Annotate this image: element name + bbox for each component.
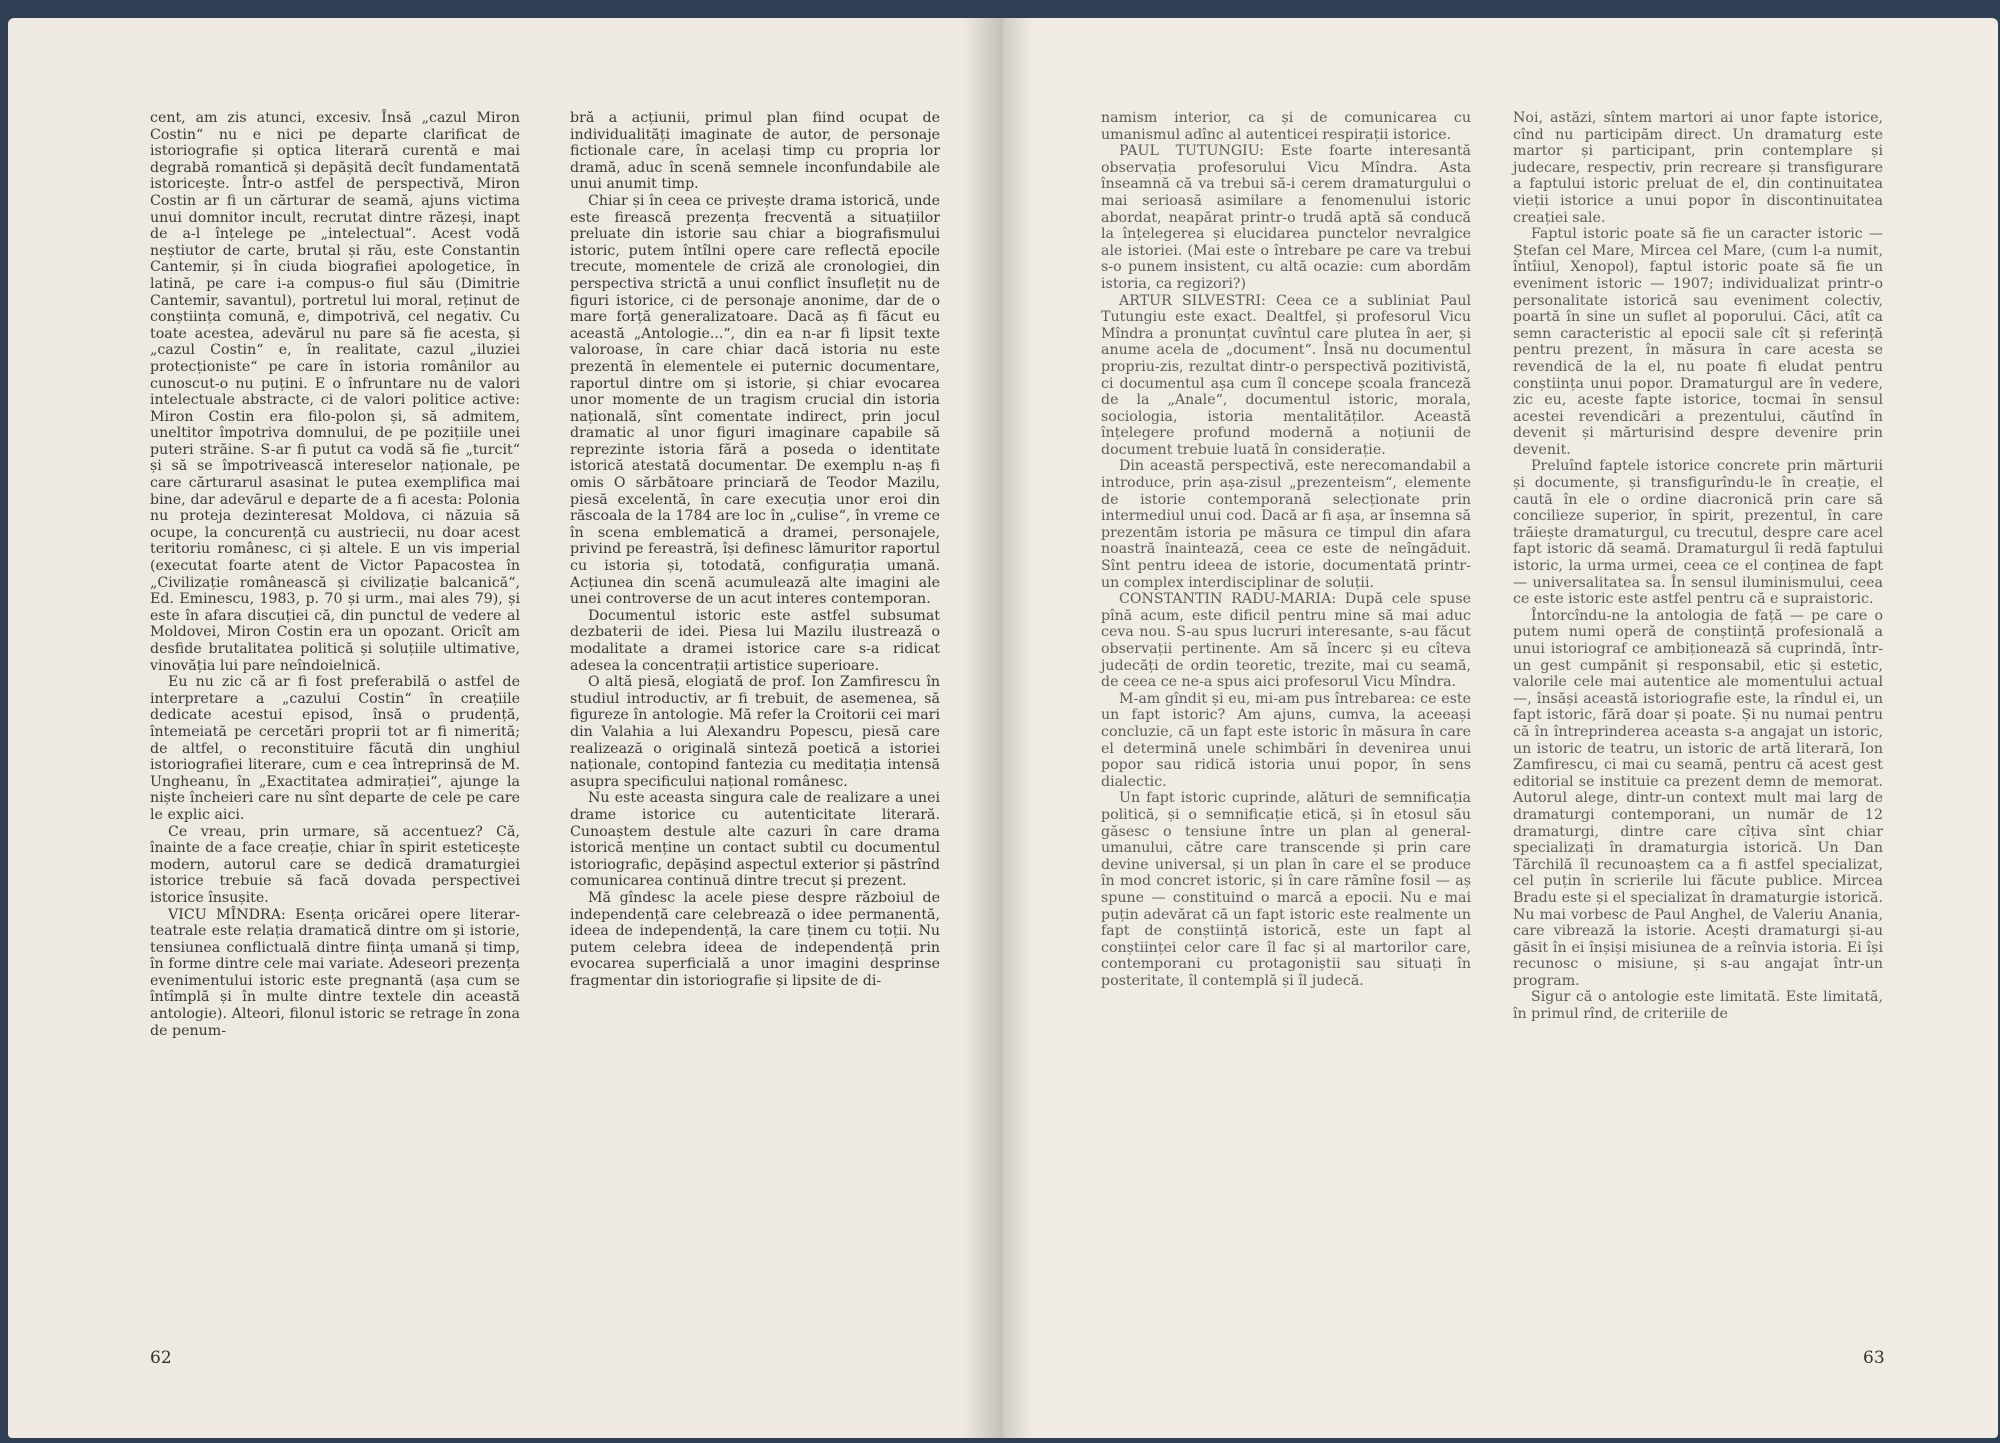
paragraph: Preluînd faptele istorice concrete prin mărturii și documente, și transfigurîndu-le în creație, el caută în ele o ordine diacronică prin care să concilieze superior, în spirit, prezentul, în care trăiește dramaturgul, cu trecutul, despre care acel fapt istoric dă seamă. Dramaturgul îi redă faptului istoric, la urma urmei, ceea ce el conținea de fapt — universalitatea sa. În sensul iluminismului, ceea ce este istoric este astfel pentru că e supraistoric.	[1513, 458, 1883, 608]
left-page-column-2	[570, 110, 940, 989]
paragraph: bră a acțiunii, primul plan fiind ocupat de individualități imaginate de autor, de personaje fictionale care, în același timp cu propria lor dramă, aduc în scenă semnele inconfundabile ale unui anumit timp.	[570, 110, 940, 193]
paragraph: M-am gîndit și eu, mi-am pus întrebarea: ce este un fapt istoric? Am ajuns, cumva, la aceeași concluzie, că un fapt este istoric în măsura în care el determină unele schimbări în devenirea unui popor sau ridică istoria unui popor, în sens dialectic.	[1101, 690, 1471, 790]
paragraph: Întorcîndu-ne la antologia de față — pe care o putem numi operă de conștiință profesională a unui istoriograf ce ambiționează să cuprindă, într-un gest cumpănit și responsabil, etic și estetic, valorile cele mai autentice ale momentului actual —, însăși această istoriografie este, la rîndul ei, un fapt istoric, fără doar și poate. Și nu numai pentru că în întreprinderea aceasta s-a angajat un istoric, un istoric de teatru, un istoric de artă literară, Ion Zamfirescu, ci mai cu seamă, pentru că acest gest editorial se instituie ca prezent demn de memorat. Autorul alege, dintr-un context mult mai larg de dramaturgi contemporani, un număr de 12 dramaturgi, dintre care cîțiva sînt chiar specializați în dramaturgia istorică. Un Dan Tărchilă îl recunoaștem ca a fi astfel specializat, cel puțin în scrierile lui făcute publice. Mircea Bradu este și el specializat în dramaturgie istorică. Nu mai vorbesc de Paul Anghel, de Valeriu Anania, care vibrează la istorie. Acești dramaturgi și-au găsit în ei înșiși misiunea de a reînvia istoria. Ei își recunosc o misiune, și s-au angajat într-un program.	[1513, 607, 1883, 989]
page-number: 63	[1863, 1348, 1885, 1368]
paragraph: PAUL TUTUNGIU: Este foarte interesantă observația profesorului Vicu Mîndra. Asta înseamnă că va trebui să-i cerem dramaturgului o mai serioasă asimilare a fenomenului istoric abordat, neapărat printr-o trudă aptă să conducă la înțelegerea și elucidarea punctelor nevralgice ale istoriei. (Mai este o întrebare pe care va trebui s-o punem insistent, cu altă ocazie: cum abordăm istoria, ca regizori?)	[1101, 143, 1471, 292]
paragraph: O altă piesă, elogiată de prof. Ion Zamfirescu în studiul introductiv, ar fi trebuit, de asemenea, să figureze în antologie. Mă refer la Croitorii cei mari din Valahia a lui Alexandru Popescu, piesă care realizează o originală sinteză poetică a istoriei naționale, contopind fantezia cu meditația intensă asupra specificului național românesc.	[570, 674, 940, 790]
paragraph: Chiar și în ceea ce privește drama istorică, unde este firească prezența frecventă a situațiilor preluate din istorie sau chiar a biografismului istoric, putem întîlni opere care reflectă epocile trecute, momentele de criză ale cronologiei, din perspectiva strictă a unui conflict însuflețit nu de figuri istorice, ci de personaje anonime, dar de o mare forță generalizatoare. Dacă aș fi făcut eu această „Antologie...“, din ea n-ar fi lipsit texte valoroase, în care chiar dacă istoria nu este prezentă în elementele ei puternic documentare, raportul dintre om și istorie, și chiar evocarea unor momente de un tragism crucial din istoria națională, sînt comentate indirect, prin jocul dramatic al unor figuri imaginare capabile să reprezinte istoria fără a poseda o identitate istorică atestată documentar. De exemplu n-aș fi omis O sărbătoare princiară de Teodor Mazilu, piesă excelentă, în care execuția unor eroi din răscoala de la 1784 are loc în „culise“, în vreme ce în scena emblematică a dramei, personajele, privind pe fereastră, își definesc lămuritor raportul cu istoria și, totodată, configurația umană. Acțiunea din scenă acumulează alte imagini ale unei controverse de un acut interes contemporan.	[570, 192, 940, 608]
left-page-column-1	[150, 110, 520, 1039]
book-spread	[8, 18, 1998, 1438]
paragraph: Un fapt istoric cuprinde, alături de semnificația politică, și o semnificație etică, și în etosul său găsesc o tensiune între un plan al general-umanului, către care transcende și prin care devine universal, și un plan în care el se produce în mod concret istoric, și în care rămîne fosil — aș spune — constituind o marcă a epocii. Nu e mai puțin adevărat că un fapt istoric este realmente un fapt de conștiință istorică, este un fapt al conștiinței celor care îl fac și al martorilor care, contemporani cu protagoniștii sau situați în posteritate, îl contemplă și îl judecă.	[1101, 790, 1471, 989]
paragraph: Documentul istoric este astfel subsumat dezbaterii de idei. Piesa lui Mazilu ilustrează o modalitate a dramei istorice care s-a ridicat adesea la concentrații artistice superioare.	[570, 607, 940, 674]
paragraph: Sigur că o antologie este limitată. Este limitată, în primul rînd, de criteriile de	[1513, 989, 1883, 1023]
paragraph: cent, am zis atunci, excesiv. Însă „cazul Miron Costin“ nu e nici pe departe clarificat de istoriografie și optica literară curentă e mai degrabă romantică și depășită decît fundamentată istoricește. Într-o astfel de perspectivă, Miron Costin ar fi un cărturar de seamă, ajuns victima unui domnitor incult, recrutat dintre răzeși, inapt de a-l înțelege pe „intelectual“. Acest vodă neștiutor de carte, brutal și rău, este Constantin Cantemir, și în ciuda biografiei apologetice, în latină, pe care i-a compus-o fiul său (Dimitrie Cantemir, savantul), portretul lui moral, reținut de conștiința comună, e, dimpotrivă, cel negativ. Cu toate acestea, adevărul nu pare să fie acesta, și „cazul Costin“ e, în realitate, cazul „iluziei protecționiste“ pe care în istoria românilor au cunoscut-o nu puțini. E o înfruntare nu de valori intelectuale abstracte, ci de valori politice active: Miron Costin era filo-polon și, să admitem, uneltitor împotriva domnului, de pe pozițiile unei puteri străine. S-ar fi putut ca vodă să fie „turcit“ și să se împotrivească intereselor naționale, pe care cărturarul asasinat le putea exemplifica mai bine, dar adevărul e departe de a fi acesta: Polonia nu proteja dezinteresat Moldova, ci năzuia să ocupe, la concurență cu austriecii, nu doar acest teritoriu românesc, ci și altele. E un vis imperial (executat foarte atent de Victor Papacostea în „Civilizație românească și civilizație balcanică“, Ed. Eminescu, 1983, p. 70 și urm., mai ales 79), și este în afara discuției că, din punctul de vedere al Moldovei, Miron Costin era un opozant. Oricît am desfide brutalitatea politică și soluțiile ultimative, vinovăția lui pare neîndoielnică.	[150, 110, 520, 674]
right-page-column-2	[1513, 110, 1883, 1023]
paragraph: Ce vreau, prin urmare, să accentuez? Că, înainte de a face creație, chiar în spirit esteticește modern, autorul care se dedică dramaturgiei istorice trebuie să facă dovada perspectivei istorice însușite.	[150, 823, 520, 906]
right-page-column-1	[1101, 110, 1471, 989]
paragraph: Eu nu zic că ar fi fost preferabilă o astfel de interpretare a „cazului Costin“ în creațiile dedicate acestui episod, însă o prudență, întemeiată pe cercetări proprii tot ar fi nimerită; de altfel, o reconstituire făcută din unghiul istoriografiei literare, cum e cea întreprinsă de M. Ungheanu, în „Exactitatea admirației“, ajunge la niște încheieri care nu sînt departe de cele pe care le explic aici.	[150, 674, 520, 823]
paragraph: Mă gîndesc la acele piese despre războiul de independență care celebrează o idee permanentă, ideea de independență, la care ținem cu toții. Nu putem celebra ideea de independență prin evocarea superficială a unor imagini desprinse fragmentar din istoriografie și lipsite de di-	[570, 889, 940, 989]
paragraph: CONSTANTIN RADU-MARIA: După cele spuse pînă acum, este dificil pentru mine să mai aduc ceva nou. S-au spus lucruri interesante, s-au făcut observații pertinente. Am să încerc și eu cîteva judecăți de ordin teoretic, trezite, mai cu seamă, de ceea ce ne-a spus aici profesorul Vicu Mîndra.	[1101, 591, 1471, 691]
right-page	[1003, 18, 1998, 1438]
paragraph: namism interior, ca și de comunicarea cu umanismul adînc al autenticei respirații istorice.	[1101, 110, 1471, 143]
page-number: 62	[150, 1348, 172, 1368]
paragraph: Nu este aceasta singura cale de realizare a unei drame istorice cu autenticitate literară. Cunoaștem destule alte cazuri în care drama istorică menține un contact subtil cu documentul istoriografic, depășind aspectul exterior și păstrînd comunicarea continuă dintre trecut și prezent.	[570, 790, 940, 890]
paragraph: Noi, astăzi, sîntem martori ai unor fapte istorice, cînd nu participăm direct. Un dramaturg este martor și participant, prin contemplare și judecare, respectiv, prin recreare și transfigurare a faptului istoric preluat de el, din continuitatea vieții istorice a unui popor în discontinuitatea creației sale.	[1513, 110, 1883, 226]
left-page	[8, 18, 1003, 1438]
paragraph: VICU MÎNDRA: Esența oricărei opere literar-teatrale este relația dramatică dintre om și istorie, tensiunea conflictuală dintre ființa umană și timp, în forme dintre cele mai variate. Adeseori prezența evenimentului istoric este pregnantă (așa cum se întîmplă și în multe dintre textele din această antologie). Alteori, filonul istoric se retrage în zona de penum-	[150, 906, 520, 1039]
paragraph: ARTUR SILVESTRI: Ceea ce a subliniat Paul Tutungiu este exact. Dealtfel, și profesorul Vicu Mîndra a pronunțat cuvîntul care plutea în aer, și anume acela de „document“. Însă nu documentul propriu-zis, rezultat dintr-o perspectivă pozitivistă, ci documentul așa cum îl concepe școala franceză de la „Anale“, documentul istoric, morala, sociologia, istoria mentalităților. Această înțelegere profund modernă a noțiunii de document trebuie luată în considerație.	[1101, 292, 1471, 458]
paragraph: Din această perspectivă, este nerecomandabil a introduce, prin așa-zisul „prezenteism“, elemente de istorie contemporană selecționate prin intermediul unui cod. Dacă ar fi așa, ar însemna să prezentăm istoria pe măsura ce timpul din afara noastră înaintează, ceea ce este de neîngăduit. Sînt pentru ideea de istorie, documentată printr-un complex interdisciplinar de soluții.	[1101, 458, 1471, 591]
paragraph: Faptul istoric poate să fie un caracter istoric — Ștefan cel Mare, Mircea cel Mare, (cum l-a numit, întîiul, Xenopol), faptul istoric poate să fie un eveniment istoric — 1907; individualizat printr-o personalitate istorică sau eveniment colectiv, poartă în sine un suflet al poporului. Căci, atît ca semn caracteristic al epocii sale cît și referință pentru prezent, în măsura în care acesta se revendică de la el, nu poate fi eludat pentru conștiința unui popor. Dramaturgul are în vedere, zic eu, aceste fapte istorice, tocmai în sensul acestei revendicări a prezentului, căutînd în devenit și mărturisind despre devenire prin devenit.	[1513, 226, 1883, 458]
